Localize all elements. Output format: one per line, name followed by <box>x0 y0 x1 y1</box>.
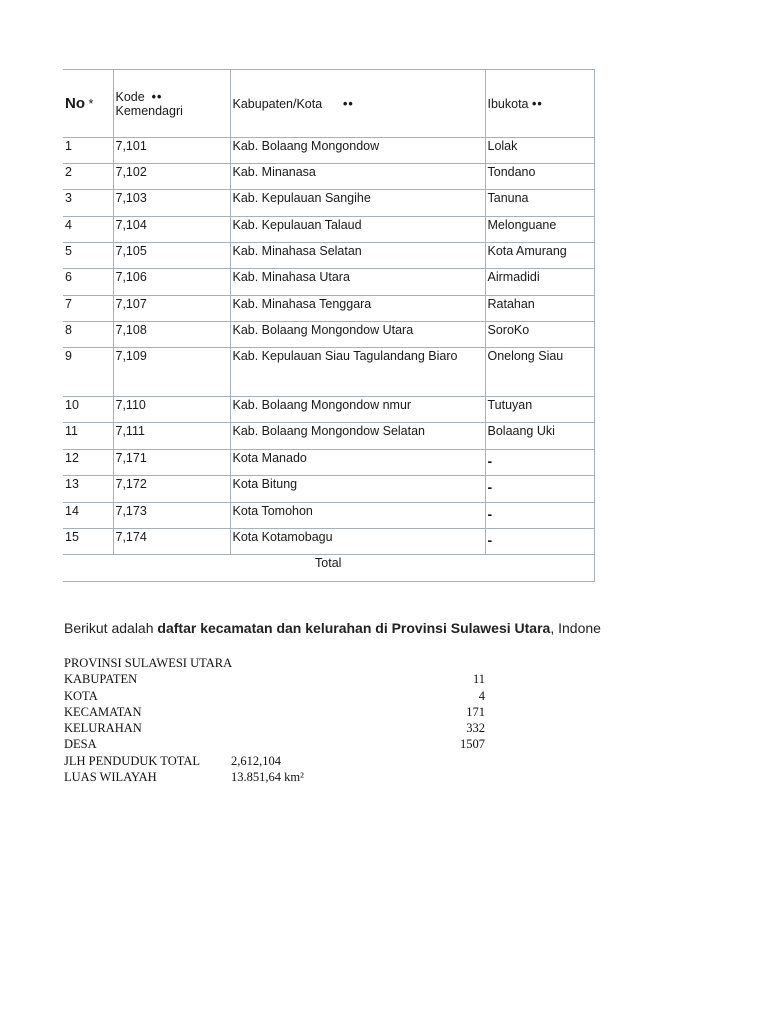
cell-no-text: 11 <box>65 424 78 438</box>
cell-no <box>63 397 113 423</box>
cell-kode <box>113 269 230 296</box>
cell-kabupaten-text: Kab. Minanasa <box>232 165 316 179</box>
cell-ibukota <box>485 296 594 322</box>
cell-ibukota <box>485 397 594 423</box>
intro-text <box>64 620 601 636</box>
cell-kode <box>113 243 230 269</box>
cell-kode-text: 7,104 <box>115 218 147 232</box>
cell-ibukota <box>485 164 594 190</box>
cell-no <box>63 296 113 322</box>
cell-no <box>63 348 113 397</box>
header-kabupaten-dots: •• <box>343 96 354 111</box>
cell-ibukota-text: Airmadidi <box>487 270 540 284</box>
cell-ibukota-text: Lolak <box>487 139 518 153</box>
table-row <box>63 138 594 164</box>
cell-kabupaten <box>230 164 485 190</box>
cell-kabupaten <box>230 190 485 217</box>
cell-no-text: 1 <box>65 139 72 153</box>
cell-ibukota-text: - <box>487 506 493 522</box>
header-ibukota-label: Ibukota <box>487 96 529 111</box>
cell-ibukota-text: Tanuna <box>487 191 529 205</box>
cell-kabupaten-text: Kab. Bolaang Mongondow nmur <box>232 398 412 412</box>
cell-kabupaten <box>230 529 485 555</box>
cell-kode <box>113 164 230 190</box>
cell-ibukota-text: SoroKo <box>487 323 530 337</box>
header-kode-label-2: Kemendagri <box>115 103 183 118</box>
cell-kabupaten <box>230 397 485 423</box>
cell-kode-text: 7,109 <box>115 349 147 363</box>
cell-ibukota-text: Melonguane <box>487 218 557 232</box>
cell-kabupaten-text: Kab. Kepulauan Sangihe <box>232 191 371 205</box>
summary-title: PROVINSI SULAWESI UTARA <box>64 656 233 670</box>
cell-ibukota-text: Tutuyan <box>487 398 533 412</box>
cell-no-text: 6 <box>65 270 72 284</box>
header-no-mark: * <box>88 97 94 111</box>
cell-kode-text: 7,103 <box>115 191 147 205</box>
cell-no-text: 2 <box>65 165 72 179</box>
cell-kode <box>113 423 230 450</box>
table-row <box>63 529 594 555</box>
cell-kabupaten <box>230 296 485 322</box>
header-kode <box>113 70 230 138</box>
cell-no <box>63 423 113 450</box>
cell-no <box>63 164 113 190</box>
cell-kabupaten <box>230 269 485 296</box>
summary-kelurahan-value: 332 <box>466 721 485 736</box>
intro-prefix: Berikut adalah <box>64 620 158 636</box>
cell-kode <box>113 397 230 423</box>
table-row <box>63 322 594 348</box>
table-total-label: Total <box>63 555 594 582</box>
cell-ibukota-text: Onelong Siau <box>487 349 564 363</box>
cell-kabupaten-text: Kab. Minahasa Tenggara <box>232 297 372 311</box>
summary-desa-value: 1507 <box>460 737 485 752</box>
cell-kabupaten <box>230 243 485 269</box>
header-ibukota <box>485 70 594 138</box>
cell-ibukota <box>485 450 594 476</box>
cell-kabupaten <box>230 348 485 397</box>
header-no <box>63 70 113 138</box>
cell-ibukota <box>485 348 594 397</box>
cell-kode-text: 7,111 <box>115 424 145 438</box>
cell-ibukota <box>485 476 594 503</box>
summary-kelurahan-label: KELURAHAN <box>64 721 142 736</box>
cell-kode <box>113 503 230 529</box>
cell-kabupaten-text: Kota Kotamobagu <box>232 530 333 544</box>
cell-no <box>63 243 113 269</box>
cell-ibukota-text: - <box>487 532 493 548</box>
cell-kode-text: 7,108 <box>115 323 147 337</box>
header-kode-label: Kode <box>115 89 145 104</box>
cell-kabupaten-text: Kota Bitung <box>232 477 298 491</box>
cell-no <box>63 269 113 296</box>
summary-kota-label: KOTA <box>64 688 98 703</box>
cell-kabupaten-text: Kab. Bolaang Mongondow <box>232 139 380 153</box>
table-row <box>63 164 594 190</box>
table-total-row <box>63 555 594 582</box>
cell-kode-text: 7,101 <box>115 139 147 153</box>
cell-kabupaten-text: Kab. Bolaang Mongondow Selatan <box>232 424 426 438</box>
summary-penduduk-label: JLH PENDUDUK TOTAL <box>64 753 201 768</box>
cell-ibukota <box>485 217 594 243</box>
kabupaten-table <box>63 69 595 582</box>
cell-no <box>63 322 113 348</box>
cell-no <box>63 503 113 529</box>
cell-kabupaten <box>230 476 485 503</box>
cell-no <box>63 476 113 503</box>
cell-kode <box>113 296 230 322</box>
cell-no <box>63 190 113 217</box>
cell-kode <box>113 476 230 503</box>
cell-kabupaten-text: Kota Tomohon <box>232 504 313 518</box>
cell-no-text: 4 <box>65 218 72 232</box>
cell-no-text: 9 <box>65 349 72 363</box>
cell-ibukota-text: - <box>487 453 493 469</box>
cell-ibukota-text: Bolaang Uki <box>487 424 555 438</box>
cell-ibukota <box>485 503 594 529</box>
cell-ibukota <box>485 138 594 164</box>
intro-bold: daftar kecamatan dan kelurahan di Provinsi Sulawesi Utara <box>157 620 551 636</box>
cell-ibukota-text: Ratahan <box>487 297 535 311</box>
cell-ibukota <box>485 529 594 555</box>
table-row <box>63 217 594 243</box>
cell-kode <box>113 217 230 243</box>
table-row <box>63 397 594 423</box>
cell-ibukota-text: - <box>487 479 493 495</box>
cell-kode <box>113 450 230 476</box>
summary-penduduk-value: 2,612,104 <box>231 753 281 768</box>
cell-kabupaten <box>230 423 485 450</box>
cell-kode-text: 7,107 <box>115 297 147 311</box>
cell-no <box>63 450 113 476</box>
cell-kabupaten <box>230 217 485 243</box>
table-row <box>63 296 594 322</box>
cell-ibukota-text: Kota Amurang <box>487 244 567 258</box>
summary-luas-value: 13.851,64 km² <box>231 770 304 785</box>
cell-kabupaten-text: Kab. Kepulauan Siau Tagulandang Biaro <box>232 349 458 363</box>
table-row <box>63 190 594 217</box>
cell-kode <box>113 322 230 348</box>
cell-no-text: 13 <box>65 477 79 491</box>
cell-kode-text: 7,171 <box>115 451 147 465</box>
cell-no-text: 15 <box>65 530 79 544</box>
cell-kode <box>113 138 230 164</box>
cell-kabupaten-text: Kab. Bolaang Mongondow Utara <box>232 323 414 337</box>
cell-kabupaten-text: Kab. Kepulauan Talaud <box>232 218 362 232</box>
cell-ibukota <box>485 269 594 296</box>
cell-no <box>63 529 113 555</box>
cell-no <box>63 217 113 243</box>
intro-suffix: , Indone <box>550 620 601 636</box>
summary-luas-label: LUAS WILAYAH <box>64 770 157 785</box>
cell-kode-text: 7,105 <box>115 244 147 258</box>
cell-ibukota <box>485 243 594 269</box>
cell-kabupaten-text: Kota Manado <box>232 451 307 465</box>
cell-kode-text: 7,110 <box>115 398 146 412</box>
cell-ibukota-text: Tondano <box>487 165 536 179</box>
cell-no-text: 12 <box>65 451 79 465</box>
cell-kabupaten <box>230 322 485 348</box>
cell-no-text: 5 <box>65 244 72 258</box>
table-header-row <box>63 70 594 138</box>
header-kabupaten <box>230 70 485 138</box>
cell-kabupaten <box>230 450 485 476</box>
header-kabupaten-label: Kabupaten/Kota <box>232 96 323 111</box>
summary-kabupaten-value: 11 <box>472 672 485 687</box>
cell-no-text: 8 <box>65 323 72 337</box>
cell-no <box>63 138 113 164</box>
table-row <box>63 503 594 529</box>
summary-kabupaten-label: KABUPATEN <box>64 672 138 687</box>
cell-kabupaten-text: Kab. Minahasa Utara <box>232 270 350 284</box>
cell-kode <box>113 348 230 397</box>
cell-no-text: 14 <box>65 504 79 518</box>
cell-ibukota <box>485 190 594 217</box>
table-row <box>63 450 594 476</box>
cell-kode-text: 7,174 <box>115 530 147 544</box>
cell-kode-text: 7,172 <box>115 477 147 491</box>
table-row <box>63 243 594 269</box>
table-row <box>63 423 594 450</box>
cell-kode-text: 7,106 <box>115 270 147 284</box>
cell-no-text: 10 <box>65 398 79 412</box>
cell-no-text: 7 <box>65 297 72 311</box>
cell-kabupaten-text: Kab. Minahasa Selatan <box>232 244 362 258</box>
header-kode-dots: •• <box>151 89 163 104</box>
cell-kabupaten <box>230 503 485 529</box>
summary-kecamatan-label: KECAMATAN <box>64 704 142 719</box>
cell-kabupaten <box>230 138 485 164</box>
summary-kota-value: 4 <box>478 688 485 703</box>
cell-kode <box>113 190 230 217</box>
cell-kode <box>113 529 230 555</box>
cell-kode-text: 7,102 <box>115 165 147 179</box>
table-row <box>63 269 594 296</box>
header-no-label: No <box>65 95 85 112</box>
header-ibukota-dots: •• <box>532 96 543 111</box>
table-row <box>63 348 594 397</box>
summary-kecamatan-value: 171 <box>466 704 485 719</box>
cell-kode-text: 7,173 <box>115 504 147 518</box>
cell-no-text: 3 <box>65 191 72 205</box>
table-row <box>63 476 594 503</box>
cell-ibukota <box>485 423 594 450</box>
summary-desa-label: DESA <box>64 737 97 752</box>
cell-ibukota <box>485 322 594 348</box>
